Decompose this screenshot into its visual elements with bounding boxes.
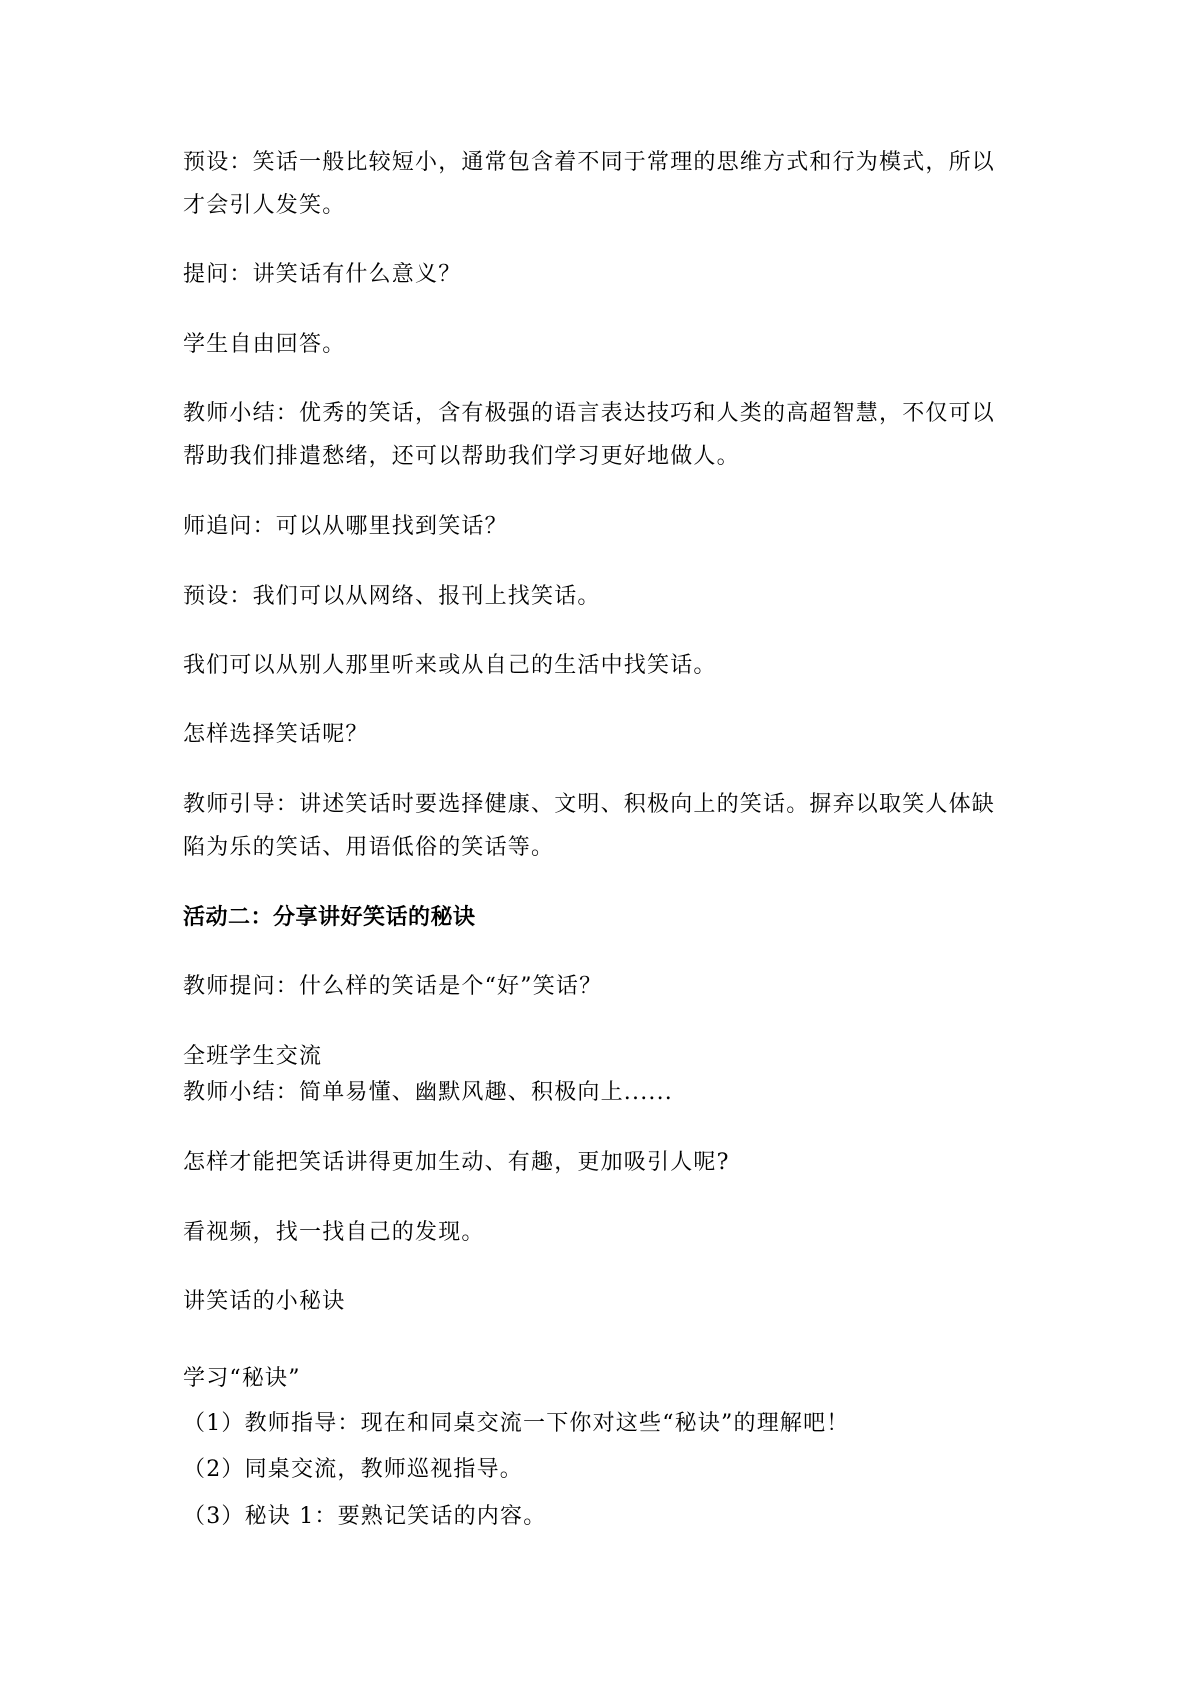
paragraph-line: 学习“秘诀” bbox=[183, 1366, 301, 1391]
list-item: （3）秘诀 1：要熟记笑话的内容。 bbox=[183, 1504, 547, 1529]
paragraph-line: 才会引人发笑。 bbox=[183, 193, 346, 218]
paragraph-line: 教师小结：优秀的笑话，含有极强的语言表达技巧和人类的高超智慧，不仅可以 bbox=[183, 401, 996, 426]
paragraph-line: 怎样选择笑话呢？ bbox=[183, 722, 369, 747]
list-item: （1）教师指导：现在和同桌交流一下你对这些“秘诀”的理解吧！ bbox=[183, 1411, 850, 1436]
paragraph-line: 师追问：可以从哪里找到笑话？ bbox=[183, 514, 508, 539]
paragraph-line: 我们可以从别人那里听来或从自己的生活中找笑话。 bbox=[183, 653, 717, 678]
paragraph-line: 预设：笑话一般比较短小，通常包含着不同于常理的思维方式和行为模式，所以 bbox=[183, 150, 996, 175]
paragraph-line: 讲笑话的小秘诀 bbox=[183, 1289, 346, 1314]
section-heading: 活动二：分享讲好笑话的秘诀 bbox=[183, 905, 476, 930]
paragraph-line: 学生自由回答。 bbox=[183, 332, 346, 357]
list-item: （2）同桌交流，教师巡视指导。 bbox=[183, 1457, 523, 1482]
paragraph-line: 帮助我们排遣愁绪，还可以帮助我们学习更好地做人。 bbox=[183, 444, 740, 469]
paragraph-line: 预设：我们可以从网络、报刊上找笑话。 bbox=[183, 584, 601, 609]
paragraph-line: 全班学生交流 bbox=[183, 1044, 323, 1069]
paragraph-line: 教师小结：简单易懂、幽默风趣、积极向上...... bbox=[183, 1080, 673, 1105]
paragraph-line: 怎样才能把笑话讲得更加生动、有趣，更加吸引人呢? bbox=[183, 1150, 730, 1175]
paragraph-line: 教师提问：什么样的笑话是个“好”笑话？ bbox=[183, 974, 603, 999]
paragraph-line: 教师引导：讲述笑话时要选择健康、文明、积极向上的笑话。摒弃以取笑人体缺 bbox=[183, 792, 996, 817]
paragraph-line: 看视频，找一找自己的发现。 bbox=[183, 1220, 485, 1245]
paragraph-line: 陷为乐的笑话、用语低俗的笑话等。 bbox=[183, 835, 555, 860]
paragraph-line: 提问：讲笑话有什么意义？ bbox=[183, 262, 462, 287]
